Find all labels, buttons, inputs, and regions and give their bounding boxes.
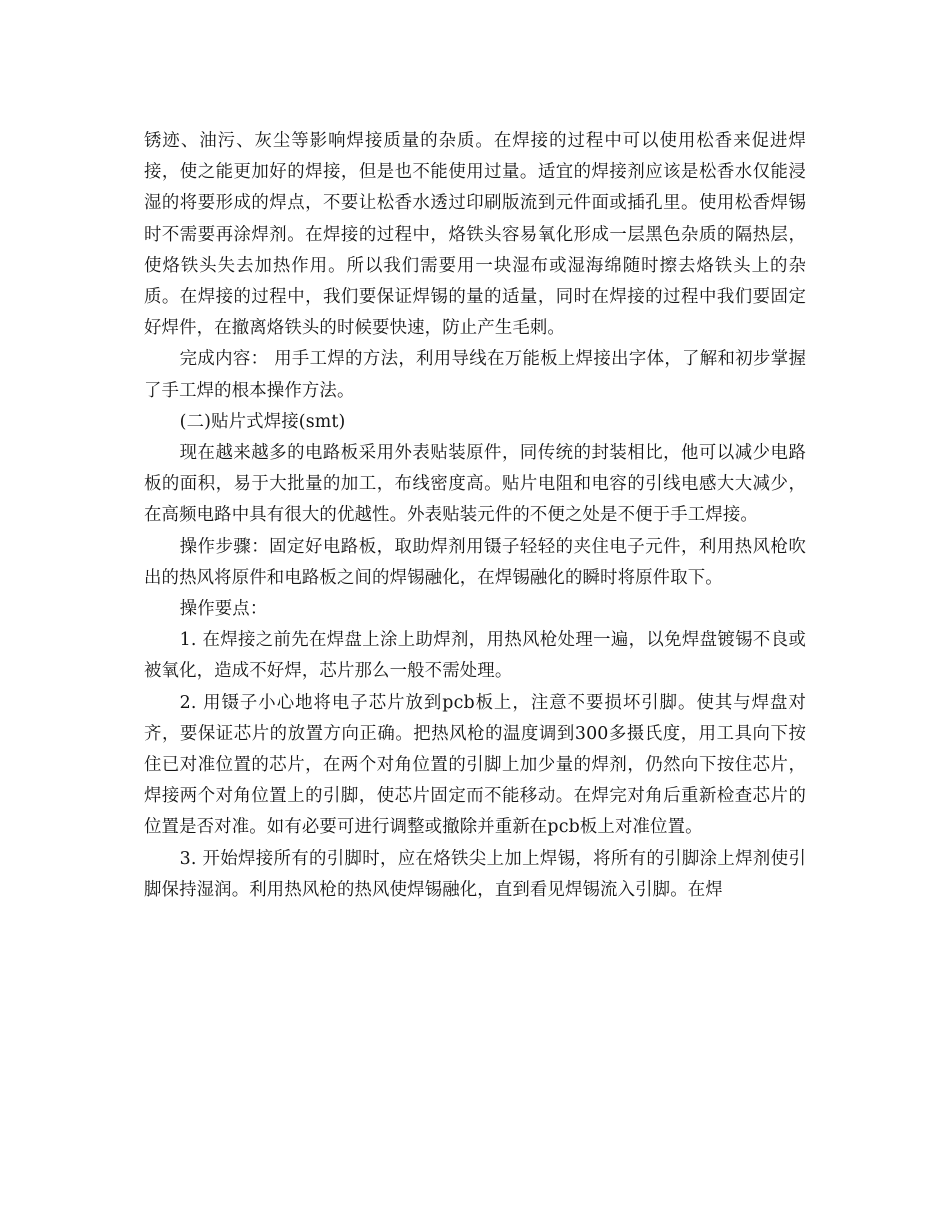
paragraph-soldering-impurities: 锈迹、油污、灰尘等影响焊接质量的杂质。在焊接的过程中可以使用松香来促进焊接，使之能更加好的焊接，但是也不能使用过量。适宜的焊接剂应该是松香水仅能浸湿的将要形成的焊点，不要让松香水透过印刷版流到元件面或插孔里。使用松香焊锡时不需要再涂焊剂。在焊接的过程中，烙铁头容易氧化形成一层黑色杂质的隔热层，使烙铁头失去加热作用。所以我们需要用一块湿布或湿海绵随时擦去烙铁头上的杂质。在焊接的过程中，我们要保证焊锡的量的适量，同时在焊接的过程中我们要固定好焊件，在撤离烙铁头的时候要快速，防止产生毛刺。 bbox=[144, 131, 806, 339]
paragraph-completed-content: 完成内容： 用手工焊的方法，利用导线在万能板上焊接出字体，了解和初步掌握了手工焊的根本操作方法。 bbox=[144, 349, 806, 401]
paragraph-key-points-heading: 操作要点： bbox=[179, 599, 268, 620]
paragraph-smt-intro: 现在越来越多的电路板采用外表贴装原件，同传统的封装相比，他可以减少电路板的面积，易于大批量的加工，布线密度高。贴片电阻和电容的引线电感大大减少，在高频电路中具有很大的优越性。外表贴装元件的不便之处是不便于手工焊接。 bbox=[144, 443, 806, 526]
list-item-point-2: 2. 用镊子小心地将电子芯片放到pcb板上，注意不要损坏引脚。使其与焊盘对齐，要保证芯片的放置方向正确。把热风枪的温度调到300多摄氏度，用工具向下按住已对准位置的芯片，在两个对角位置的引脚上加少量的焊剂，仍然向下按住芯片，焊接两个对角位置上的引脚，使芯片固定而不能移动。在焊完对角后重新检查芯片的位置是否对准。如有必要可进行调整或撤除并重新在pcb板上对准位置。 bbox=[144, 692, 806, 838]
paragraph-operation-steps: 操作步骤：固定好电路板，取助焊剂用镊子轻轻的夹住电子元件，利用热风枪吹出的热风将原件和电路板之间的焊锡融化，在焊锡融化的瞬时将原件取下。 bbox=[144, 536, 806, 588]
document-body bbox=[144, 126, 806, 906]
list-item-point-1: 1. 在焊接之前先在焊盘上涂上助焊剂，用热风枪处理一遍，以免焊盘镀锡不良或被氧化，造成不好焊，芯片那么一般不需处理。 bbox=[144, 630, 806, 682]
list-item-point-3: 3. 开始焊接所有的引脚时，应在烙铁尖上加上焊锡，将所有的引脚涂上焊剂使引脚保持湿润。利用热风枪的热风使焊锡融化，直到看见焊锡流入引脚。在焊 bbox=[144, 848, 806, 900]
section-heading-smt: (二)贴片式焊接(smt) bbox=[179, 411, 346, 432]
